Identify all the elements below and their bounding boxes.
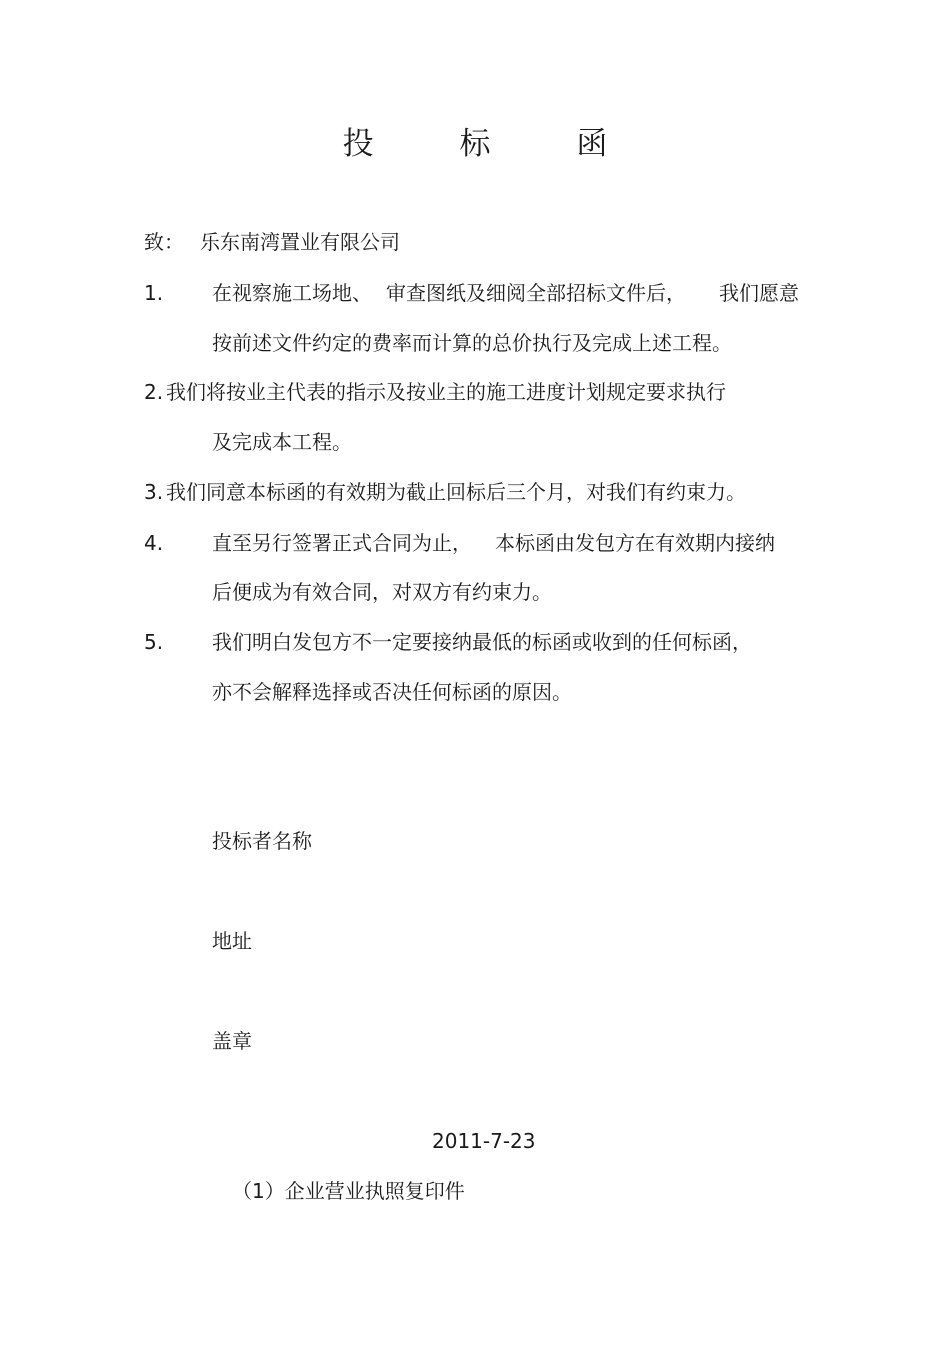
item-4-line2: 后便成为有效合同，对双方有约束力。: [212, 580, 552, 604]
attachment-item: （1）企业营业执照复印件: [232, 1179, 465, 1203]
item-1-number: 1.: [144, 281, 164, 305]
item-4-line1b: 本标函由发包方在有效期内接纳: [495, 531, 775, 555]
address-label: 地址: [212, 929, 252, 953]
seal-label: 盖章: [212, 1029, 252, 1053]
item-5-line1: 我们明白发包方不一定要接纳最低的标函或收到的任何标函，: [212, 630, 752, 654]
item-2-number: 2.: [144, 380, 164, 404]
item-1-line1c: 我们愿意: [719, 281, 799, 305]
bidder-name-label: 投标者名称: [212, 829, 312, 853]
item-1-line1b: 审查图纸及细阅全部招标文件后，: [386, 281, 686, 305]
item-4-number: 4.: [144, 531, 164, 555]
item-2-line1: 我们将按业主代表的指示及按业主的施工进度计划规定要求执行: [166, 380, 726, 404]
item-2-line2: 及完成本工程。: [212, 430, 352, 454]
recipient-name: 乐东南湾置业有限公司: [200, 230, 400, 254]
item-1-line1a: 在视察施工场地、: [212, 281, 372, 305]
item-1-line2: 按前述文件约定的费率而计算的总价执行及完成上述工程。: [212, 331, 732, 355]
item-5-number: 5.: [144, 630, 164, 654]
date: 2011-7-23: [432, 1129, 536, 1153]
page-title: 投 标 函: [342, 126, 646, 162]
item-4-line1a: 直至另行签署正式合同为止，: [212, 531, 472, 555]
item-3-number: 3.: [144, 480, 164, 504]
recipient-prefix: 致：: [144, 230, 184, 254]
item-5-line2: 亦不会解释选择或否决任何标函的原因。: [212, 680, 572, 704]
item-3-line1: 我们同意本标函的有效期为截止回标后三个月，对我们有约束力。: [166, 480, 746, 504]
